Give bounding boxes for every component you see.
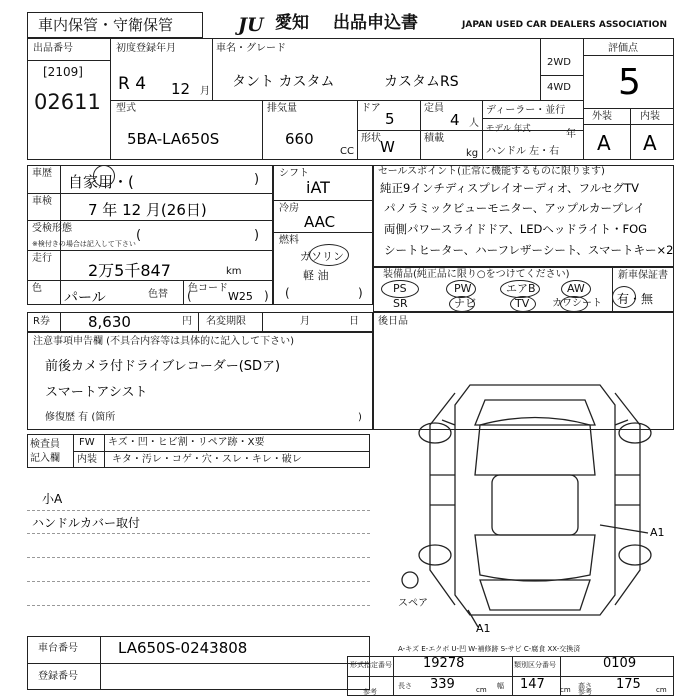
interior-value: A [643, 131, 657, 155]
warranty-circle [612, 286, 636, 308]
sales-point-line-1: 純正9インチディスプレイオーディオ、フルセグTV [380, 181, 639, 195]
equip-circle-ps [381, 280, 419, 298]
shape-value: W [380, 138, 395, 156]
color-value: パール [64, 290, 106, 306]
mileage-label: 走行 [32, 253, 52, 264]
repair-close: ) [358, 412, 362, 423]
color-paren-r: ) [264, 289, 269, 303]
ju-logo [238, 14, 272, 36]
inspector-row1-label: FW [79, 437, 95, 448]
lot-label: 出品番号 [33, 43, 73, 54]
drive-4wd: 4WD [547, 82, 571, 93]
width-value: 147 [520, 677, 545, 692]
warranty-label: 新車保証書 [618, 270, 668, 281]
history-label: 車歴 [32, 168, 52, 179]
equip-navi: ナビ [454, 297, 476, 310]
registration-label: 初度登録年月 [116, 43, 176, 54]
fuel-paren-r: ) [358, 286, 363, 300]
ref-label-2: 参考 [578, 688, 592, 696]
chassis-label: 車台番号 [38, 643, 78, 654]
recycle-unit: 円 [182, 316, 192, 327]
inspector-row2-label: 内装 [77, 454, 97, 465]
damage-legend: A-キズ E-エクボ U-凹 W-補修跡 S-サビ C-腐食 XX-交換済 [398, 645, 581, 653]
handle-label: ハンドル 左・右 [486, 146, 560, 157]
spare-label: スペア [398, 598, 428, 609]
association-name: 愛知 [275, 13, 309, 33]
spec-grid [27, 38, 674, 160]
equip-circle-leather [560, 296, 588, 312]
class-no-value: 0109 [603, 656, 637, 671]
exterior-value: A [597, 131, 611, 155]
chassis-value: LA650S-0243808 [118, 639, 248, 657]
registration-month: 12 [171, 80, 191, 98]
cooling-label: 冷房 [279, 203, 299, 214]
model-year-label: モデル 年式 [486, 124, 531, 134]
title-change-day: 日 [349, 316, 359, 327]
length-label: 長さ [398, 682, 412, 690]
repair-label: 修復歴 有 (箇所 [45, 412, 116, 423]
registration-month-unit: 月 [200, 86, 210, 97]
lot-number: 02611 [34, 90, 101, 114]
class-no-label: 類別区分番号 [514, 661, 556, 669]
displacement-value: 660 [285, 130, 314, 148]
drive-2wd: 2WD [547, 57, 571, 68]
equip-circle-tv [510, 296, 536, 312]
fuel-diesel: 軽 油 [303, 269, 329, 282]
length-unit: cm [476, 686, 487, 694]
inspector-row2: キタ・汚レ・コゲ・穴・スレ・キレ・破レ [112, 454, 302, 465]
notes-line-1: 前後カメラ付ドライブレコーダー(SDア) [45, 359, 281, 374]
cooling-value: AAC [304, 213, 336, 231]
ju-logo-text: JU [238, 14, 264, 36]
receipt-paren-r: ) [254, 228, 260, 243]
load-label: 積載 [424, 133, 444, 144]
doors-label: ドア [361, 103, 381, 114]
memo-line-1: 小A [42, 492, 63, 506]
height-unit: cm [656, 686, 667, 694]
notes-label: 注意事項申告欄 (不具合内容等は具体的に記入して下さい) [33, 336, 294, 347]
type-value: 5BA-LA650S [127, 130, 220, 148]
grade-score-value: 5 [618, 62, 641, 103]
recycle-row [27, 312, 373, 332]
equip-sr: SR [393, 297, 408, 310]
capacity-value: 4 [450, 111, 460, 129]
model-grade: カスタムRS [384, 74, 459, 90]
model-name: タント カスタム [232, 74, 335, 90]
registration-era-year: R 4 [118, 74, 147, 94]
equip-airbag: エアB [506, 282, 536, 295]
model-label: 車名・グレード [216, 43, 286, 54]
load-unit: kg [466, 148, 479, 159]
history-block [27, 165, 273, 305]
lot-sub: [2109] [43, 65, 83, 79]
title-change-label: 名変期限 [206, 316, 246, 327]
year-unit: 年 [566, 129, 576, 140]
fuel-circle [309, 244, 349, 266]
shape-label: 形状 [361, 133, 381, 144]
mark-a1-right: A1 [650, 526, 665, 539]
english-name: JAPAN USED CAR DEALERS ASSOCIATION [462, 20, 667, 30]
storage-text: 車内保管・守衛保管 [38, 16, 174, 34]
history-close: ) [254, 172, 260, 187]
equip-tv: TV [515, 297, 530, 310]
reg-label: 登録番号 [38, 671, 78, 682]
dealer-label: ディーラー・並行 [486, 105, 566, 116]
recycle-value: 8,630 [88, 313, 131, 331]
capacity-unit: 人 [469, 118, 479, 129]
color-code-value: W25 [228, 290, 253, 303]
color-label: 色 [32, 283, 42, 294]
inspection-label: 車検 [32, 196, 52, 207]
equip-ps: PS [393, 282, 407, 295]
equip-aw: AW [567, 282, 585, 295]
shift-value: iAT [306, 178, 330, 197]
memo-line-2: ハンドルカバー取付 [32, 516, 141, 530]
equip-circle-navi [449, 296, 475, 312]
history-value: 自家用・( [68, 173, 134, 191]
fuel-paren-l: ( [285, 286, 290, 300]
sales-point-line-3: 両側パワースライドドア、LEDヘッドライト・FOG [384, 222, 648, 236]
capacity-label: 定員 [424, 103, 444, 114]
ref-label-1: 参考 [363, 688, 377, 696]
sales-point-line-4: シートヒーター、ハーフレザーシート、スマートキー×2 [384, 243, 674, 257]
interior-label: 内装 [640, 111, 660, 122]
grade-score-label: 評価点 [608, 43, 638, 54]
notes-line-2: スマートアシスト [45, 385, 148, 400]
width-unit: cm [560, 686, 571, 694]
doors-value: 5 [385, 110, 395, 128]
equip-leather: カワシート [552, 298, 602, 309]
mileage-unit: km [226, 266, 242, 277]
shift-label: シフト [279, 168, 309, 179]
height-value: 175 [616, 677, 641, 692]
width-label: 幅 [497, 682, 504, 690]
exterior-label: 外装 [592, 111, 612, 122]
later-items-label: 後日品 [378, 316, 408, 327]
equipment-label: 装備品(純正品に限り○をつけてください) [383, 269, 570, 280]
fuel-gasoline: ガソリン [300, 250, 344, 263]
history-circle [93, 165, 115, 187]
form-title: 出品申込書 [333, 13, 418, 33]
color-paren-l: ( [187, 289, 192, 303]
fuel-label: 燃料 [279, 235, 299, 246]
receipt-paren-l: ( [136, 228, 142, 243]
inspector-row1: キズ・凹・ヒビ割・リペア跡・X要 [108, 437, 265, 448]
storage-badge [27, 12, 203, 38]
inspector-label: 検査員 記入欄 [30, 439, 60, 464]
inspection-value: 7 年 12 月(26日) [88, 201, 207, 219]
displacement-label: 排気量 [267, 103, 297, 114]
interchange-label: 色替 [148, 289, 168, 300]
equip-pw: PW [454, 282, 472, 295]
receipt-label: 受検形態 [32, 223, 72, 234]
receipt-note: ※検付きの場合は記入して下さい [32, 240, 136, 248]
car-damage-diagram [400, 365, 670, 635]
form-no-value: 19278 [423, 656, 465, 671]
height-label: 高さ [578, 682, 592, 690]
type-label: 型式 [116, 103, 136, 114]
title-change-month: 月 [300, 316, 310, 327]
sales-point-line-2: パノラミックビューモニター、アップルカープレイ [384, 201, 645, 215]
warranty-value: 有・無 [617, 292, 654, 306]
mileage-value: 2万5千847 [88, 261, 171, 280]
sales-points-label: セールスポイント(正常に機能するものに限ります) [378, 166, 605, 177]
mark-a1-bottom: A1 [476, 622, 491, 635]
color-code-label: 色コード [188, 283, 228, 294]
displacement-unit: CC [340, 146, 354, 157]
recycle-label: R券 [33, 316, 50, 327]
length-value: 339 [430, 677, 455, 692]
form-no-label: 形式指定番号 [350, 661, 392, 669]
